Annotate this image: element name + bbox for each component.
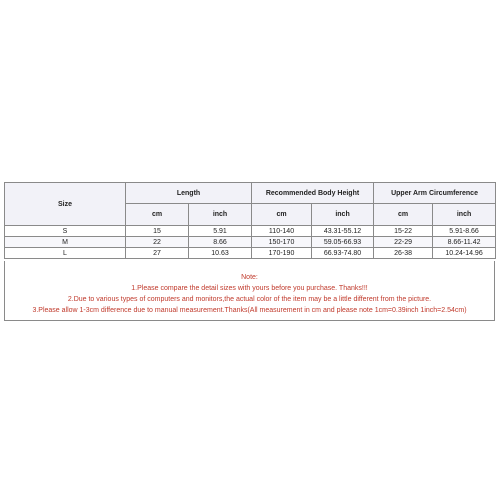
table-cell: 22 [126, 237, 189, 248]
table-row [5, 226, 496, 237]
unit-cell: cm [126, 204, 189, 226]
table-cell: 10.63 [189, 248, 252, 259]
table-cell: 43.31-55.12 [312, 226, 374, 237]
table-cell: 5.91 [189, 226, 252, 237]
size-cell: M [5, 237, 126, 248]
upper-arm-header: Upper Arm Circumference [374, 183, 496, 204]
table-cell: 10.24-14.96 [433, 248, 496, 259]
table-cell: 15-22 [374, 226, 433, 237]
note-line-3: 3.Please allow 1-3cm difference due to manual measurement.Thanks(All measurement in cm and please note 1cm=0.39inch 1inch=2.54cm) [32, 307, 467, 314]
table-cell: 8.66 [189, 237, 252, 248]
table-cell: 8.66-11.42 [433, 237, 496, 248]
table-cell: 170-190 [252, 248, 312, 259]
note-line-1: 1.Please compare the detail sizes with yours before you purchase. Thanks!!! [131, 285, 368, 292]
table-cell: 27 [126, 248, 189, 259]
unit-cell: inch [433, 204, 496, 226]
size-cell: S [5, 226, 126, 237]
table-cell: 150-170 [252, 237, 312, 248]
unit-cell: cm [374, 204, 433, 226]
note-line-2: 2.Due to various types of computers and monitors,the actual color of the item may be a little different from the picture. [67, 296, 432, 303]
size-cell: L [5, 248, 126, 259]
unit-cell: cm [252, 204, 312, 226]
table-cell: 15 [126, 226, 189, 237]
table-cell: 66.93-74.80 [312, 248, 374, 259]
size-header: Size [5, 183, 126, 226]
table-cell: 110-140 [252, 226, 312, 237]
table-cell: 59.05-66.93 [312, 237, 374, 248]
notes-box [4, 261, 495, 321]
header-row [5, 183, 496, 204]
table-row [5, 248, 496, 259]
unit-cell: inch [189, 204, 252, 226]
notes-title: Note: [241, 274, 258, 281]
length-header: Length [126, 183, 252, 204]
table-cell: 26-38 [374, 248, 433, 259]
table-cell: 22-29 [374, 237, 433, 248]
table-row [5, 237, 496, 248]
unit-cell: inch [312, 204, 374, 226]
size-chart-table [4, 182, 496, 259]
table-cell: 5.91-8.66 [433, 226, 496, 237]
body-height-header: Recommended Body Height [252, 183, 374, 204]
